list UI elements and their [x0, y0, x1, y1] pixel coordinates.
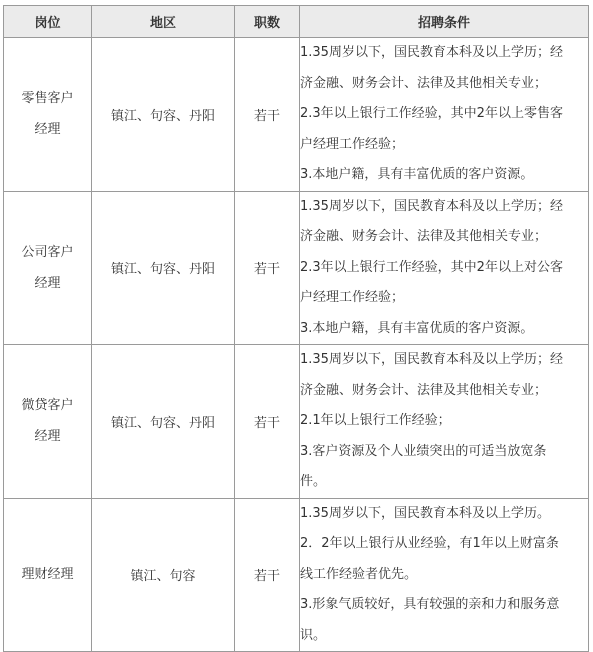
condition-line: 济金融、财务会计、法律及其他相关专业； [300, 382, 548, 398]
area-cell: 镇江、句容、丹阳 [92, 38, 235, 192]
condition-line: 3.客户资源及个人业绩突出的可适当放宽条 [300, 443, 547, 459]
count-cell: 若干 [235, 191, 300, 345]
table-row [4, 345, 589, 499]
conditions-cell [300, 191, 589, 345]
header-count: 职数 [235, 6, 300, 38]
table-row [4, 498, 589, 652]
condition-line: 济金融、财务会计、法律及其他相关专业； [300, 229, 548, 244]
count-cell: 若干 [235, 345, 300, 499]
position-line: 经理 [34, 122, 61, 138]
condition-line: 2．2年以上银行从业经验，有1年以上财富条 [300, 536, 559, 551]
area-cell: 镇江、句容 [92, 498, 235, 652]
condition-line: 3.本地户籍，具有丰富优质的客户资源。 [300, 320, 534, 336]
table-row [4, 191, 589, 345]
position-line: 经理 [34, 429, 61, 445]
position-cell [4, 498, 92, 652]
header-area: 地区 [92, 6, 235, 38]
condition-line: 济金融、财务会计、法律及其他相关专业； [300, 75, 548, 91]
position-line: 经理 [34, 275, 61, 291]
conditions-cell [300, 498, 589, 652]
recruitment-table [3, 5, 589, 652]
condition-line: 1.35周岁以下，国民教育本科及以上学历；经 [300, 352, 563, 367]
position-cell [4, 191, 92, 345]
position-line: 零售客户 [21, 91, 74, 107]
condition-line: 线工作经验者优先。 [300, 566, 418, 582]
conditions-cell [300, 345, 589, 499]
position-cell [4, 38, 92, 192]
conditions-cell [300, 38, 589, 192]
condition-line: 2.3年以上银行工作经验，其中2年以上对公客 [300, 259, 563, 275]
condition-line: 2.3年以上银行工作经验，其中2年以上零售客 [300, 106, 563, 121]
count-cell: 若干 [235, 498, 300, 652]
condition-line: 1.35周岁以下，国民教育本科及以上学历；经 [300, 45, 563, 60]
condition-line: 件。 [300, 474, 327, 489]
condition-line: 3.形象气质较好，具有较强的亲和力和服务意 [300, 597, 560, 612]
condition-line: 户经理工作经验； [300, 136, 405, 152]
condition-line: 2.1年以上银行工作经验； [300, 413, 451, 428]
table-row [4, 38, 589, 192]
position-line: 公司客户 [21, 244, 74, 260]
area-cell: 镇江、句容、丹阳 [92, 345, 235, 499]
condition-line: 3.本地户籍，具有丰富优质的客户资源。 [300, 167, 534, 182]
position-cell [4, 345, 92, 499]
count-cell: 若干 [235, 38, 300, 192]
condition-line: 识。 [300, 627, 327, 643]
position-line: 微贷客户 [21, 398, 74, 414]
header-position: 岗位 [4, 6, 92, 38]
condition-line: 1.35周岁以下，国民教育本科及以上学历；经 [300, 198, 563, 214]
header-row [4, 6, 589, 38]
area-cell: 镇江、句容、丹阳 [92, 191, 235, 345]
header-conditions: 招聘条件 [300, 6, 589, 38]
position-line: 理财经理 [21, 567, 74, 583]
condition-line: 1.35周岁以下，国民教育本科及以上学历。 [300, 505, 550, 521]
condition-line: 户经理工作经验； [300, 290, 405, 305]
